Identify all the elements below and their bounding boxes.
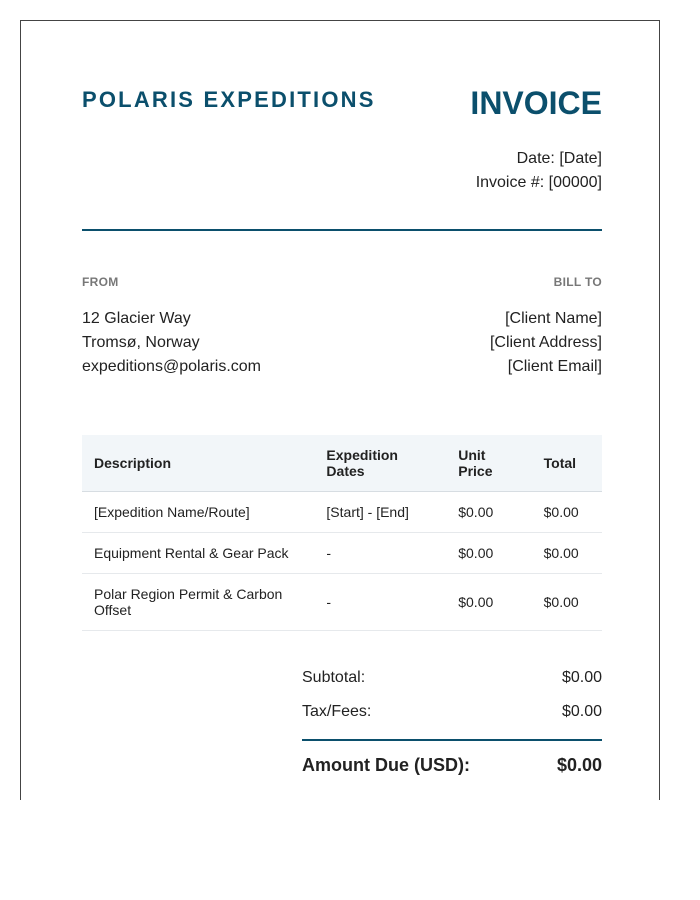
company-name: POLARIS EXPEDITIONS xyxy=(82,87,376,112)
amount-due-label: Amount Due (USD): xyxy=(302,755,470,775)
amount-due-value: $0.00 xyxy=(556,755,602,775)
header-dates: Expedition Dates xyxy=(314,435,446,492)
header-total: Total xyxy=(532,435,602,492)
client-name: [Client Name] xyxy=(505,310,602,327)
cell-description: Equipment Rental & Gear Pack xyxy=(82,533,314,574)
cell-description: [Expedition Name/Route] xyxy=(82,492,314,533)
invoice-page xyxy=(20,20,660,800)
invoice-date: Date: [Date] xyxy=(516,150,602,167)
header-unit-price: Unit Price xyxy=(446,435,531,492)
from-street: 12 Glacier Way xyxy=(82,310,191,327)
cell-total: $0.00 xyxy=(532,574,602,631)
header-description: Description xyxy=(82,435,314,492)
invoice-number: Invoice #: [00000] xyxy=(475,174,602,191)
table-row xyxy=(82,574,602,631)
invoice-meta xyxy=(476,147,602,195)
header-divider xyxy=(82,229,602,231)
cell-dates: - xyxy=(314,533,446,574)
bill-to-address xyxy=(490,307,602,379)
client-email: [Client Email] xyxy=(507,358,602,375)
client-address: [Client Address] xyxy=(489,334,602,351)
from-address xyxy=(82,307,261,379)
subtotal-row xyxy=(302,669,602,687)
cell-unit-price: $0.00 xyxy=(446,574,531,631)
bill-to-label: BILL TO xyxy=(553,275,602,289)
invoice-title: INVOICE xyxy=(470,85,602,121)
subtotal-label: Subtotal: xyxy=(302,669,366,686)
subtotal-value: $0.00 xyxy=(561,669,602,686)
cell-description: Polar Region Permit & Carbon Offset xyxy=(82,574,314,631)
cell-total: $0.00 xyxy=(532,533,602,574)
amount-due-row xyxy=(302,755,602,776)
cell-total: $0.00 xyxy=(532,492,602,533)
from-label: FROM xyxy=(82,275,119,289)
table-row xyxy=(82,492,602,533)
cell-dates: - xyxy=(314,574,446,631)
cell-dates: [Start] - [End] xyxy=(314,492,446,533)
totals-divider xyxy=(302,739,602,741)
from-city: Tromsø, Norway xyxy=(82,334,200,351)
line-items-table xyxy=(82,435,602,631)
table-row xyxy=(82,533,602,574)
tax-value: $0.00 xyxy=(561,703,602,720)
cell-unit-price: $0.00 xyxy=(446,533,531,574)
tax-row xyxy=(302,703,602,721)
tax-label: Tax/Fees: xyxy=(302,703,372,720)
cell-unit-price: $0.00 xyxy=(446,492,531,533)
table-header-row xyxy=(82,435,602,492)
from-email: expeditions@polaris.com xyxy=(82,358,261,375)
